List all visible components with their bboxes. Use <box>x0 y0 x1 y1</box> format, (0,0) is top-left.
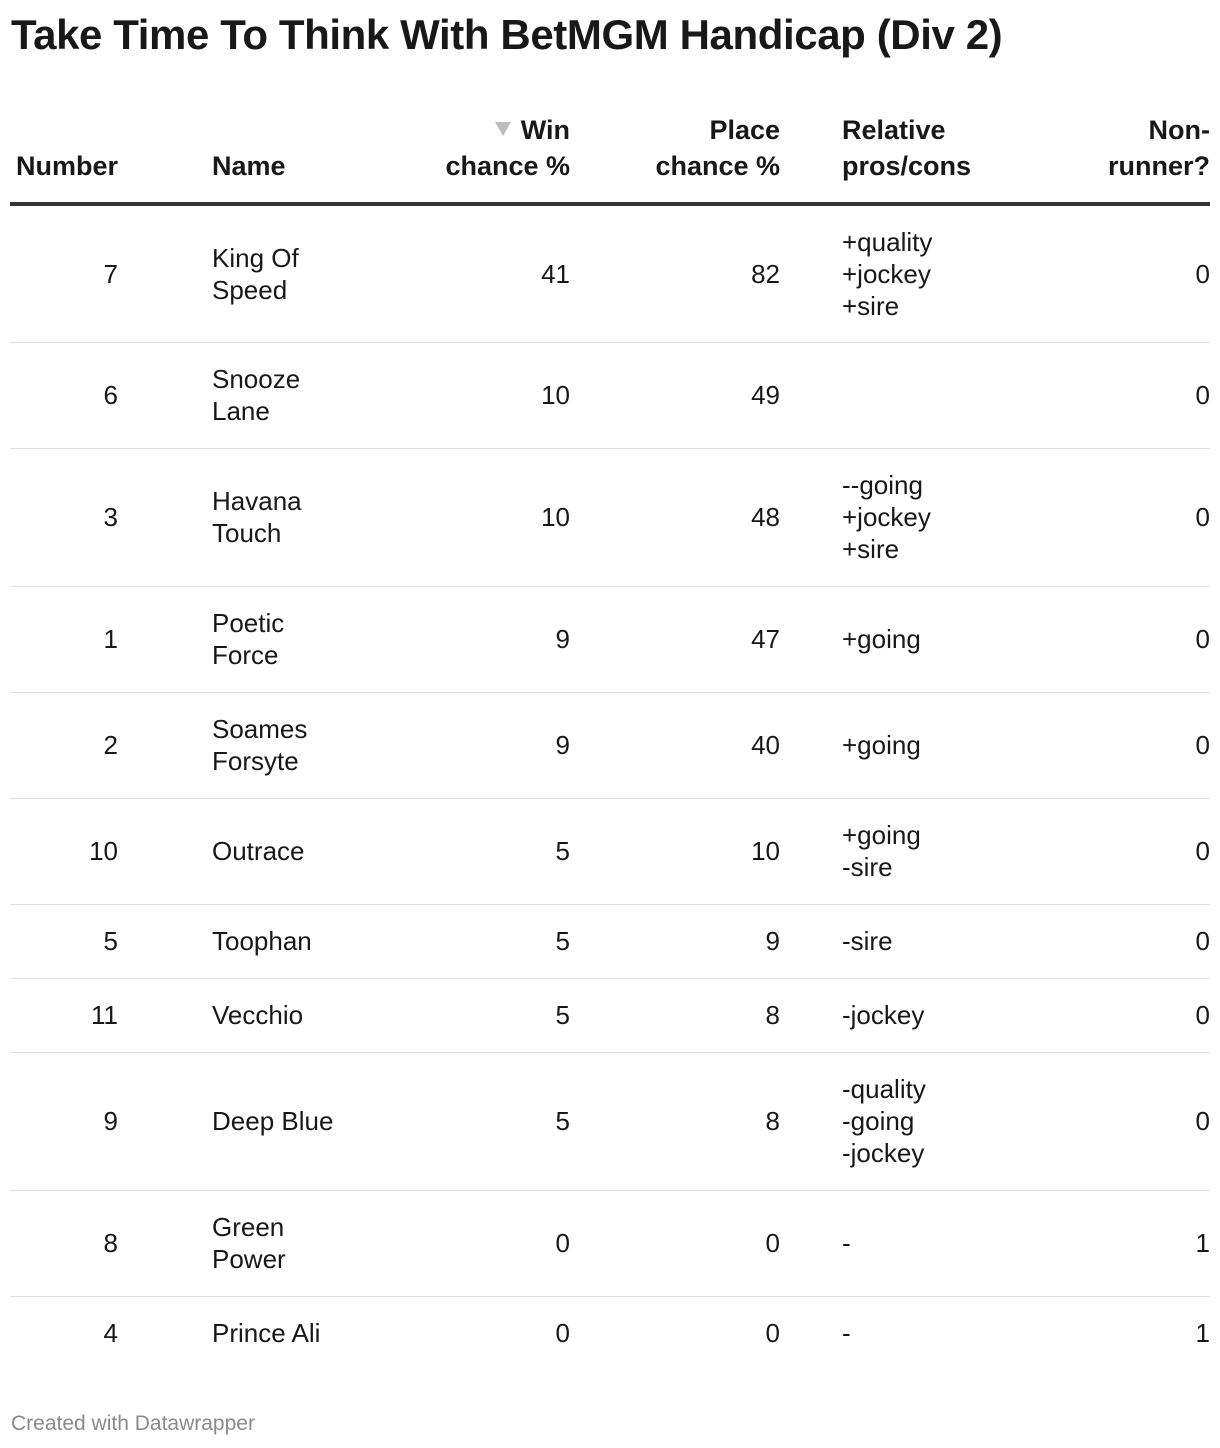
cell-relative <box>780 342 1010 448</box>
cell-number: 7 <box>10 204 180 342</box>
cell-non-runner: 0 <box>1010 978 1210 1052</box>
cell-name: Toophan <box>180 904 380 978</box>
cell-number: 9 <box>10 1052 180 1190</box>
cell-relative: +going <box>780 586 1010 692</box>
cell-name: Outrace <box>180 798 380 904</box>
column-header-non-runner[interactable]: Non- runner? <box>1010 112 1210 204</box>
cell-number: 3 <box>10 448 180 586</box>
cell-name: Soames Forsyte <box>180 692 380 798</box>
cell-name: Vecchio <box>180 978 380 1052</box>
column-header-win-chance-label: Win chance % <box>445 115 570 181</box>
cell-non-runner: 0 <box>1010 204 1210 342</box>
cell-win-chance: 5 <box>380 904 570 978</box>
cell-name: Havana Touch <box>180 448 380 586</box>
cell-win-chance: 0 <box>380 1190 570 1296</box>
cell-place-chance: 40 <box>570 692 780 798</box>
cell-place-chance: 0 <box>765 1318 780 1349</box>
cell-non-runner: 0 <box>1010 904 1210 978</box>
table-row <box>10 586 1210 692</box>
cell-relative: +quality +jockey +sire <box>780 204 1010 342</box>
cell-name: Snooze Lane <box>180 342 380 448</box>
cell-win-chance: 5 <box>380 978 570 1052</box>
table-row <box>10 1052 1210 1190</box>
cell-non-runner: 0 <box>1010 342 1210 448</box>
table-row <box>10 204 1210 342</box>
cell-win-chance: 9 <box>380 586 570 692</box>
table-header <box>10 112 1210 204</box>
cell-relative: +going -sire <box>780 798 1010 904</box>
table-row <box>10 798 1210 904</box>
sort-descending-icon <box>495 122 511 136</box>
cell-place-chance: 10 <box>570 798 780 904</box>
column-header-relative[interactable]: Relative pros/cons <box>780 112 1010 204</box>
cell-name: Poetic Force <box>180 586 380 692</box>
cell-place-chance: 9 <box>570 904 780 978</box>
cell-win-chance: 5 <box>380 1052 570 1190</box>
cell-win-chance: 10 <box>380 342 570 448</box>
cell-number: 6 <box>10 342 180 448</box>
cell-relative: -quality -going -jockey <box>780 1052 1010 1190</box>
cell-place-chance: 82 <box>570 204 780 342</box>
cell-number: 11 <box>10 978 180 1052</box>
table-row <box>10 978 1210 1052</box>
cell-place-chance: 8 <box>570 978 780 1052</box>
cell-place-chance: 49 <box>570 342 780 448</box>
cell-win-chance: 41 <box>380 204 570 342</box>
runners-table <box>10 112 1210 1370</box>
cell-win-chance: 5 <box>380 798 570 904</box>
cell-place-chance: 0 <box>570 1190 780 1296</box>
cell-name: Prince Ali <box>212 1318 321 1349</box>
cell-relative: - <box>780 1190 1010 1296</box>
table-row <box>10 904 1210 978</box>
chart-title: Take Time To Think With BetMGM Handicap (Div 2) <box>11 11 1003 58</box>
cell-non-runner: 0 <box>1010 448 1210 586</box>
column-header-win-chance[interactable] <box>380 112 570 204</box>
cell-win-chance: 0 <box>555 1318 570 1349</box>
cell-number: 5 <box>10 904 180 978</box>
cell-number: 2 <box>10 692 180 798</box>
cell-number: 1 <box>10 586 180 692</box>
cell-win-chance: 9 <box>380 692 570 798</box>
table-row <box>10 448 1210 586</box>
cell-number: 10 <box>10 798 180 904</box>
cell-relative: +going <box>780 692 1010 798</box>
datawrapper-credit[interactable]: Created with Datawrapper <box>11 1412 255 1435</box>
column-header-place-chance[interactable]: Place chance % <box>570 112 780 204</box>
cell-number: 4 <box>103 1318 118 1349</box>
cell-non-runner: 0 <box>1010 1052 1210 1190</box>
cell-place-chance: 48 <box>570 448 780 586</box>
cell-name: King Of Speed <box>180 204 380 342</box>
cell-non-runner: 0 <box>1010 798 1210 904</box>
table-row <box>10 342 1210 448</box>
column-header-number[interactable]: Number <box>10 112 180 204</box>
cell-relative: - <box>842 1318 851 1349</box>
table-row <box>10 1190 1210 1296</box>
table-row <box>10 1296 1210 1370</box>
cell-place-chance: 8 <box>570 1052 780 1190</box>
table-row <box>10 692 1210 798</box>
cell-relative: --going +jockey +sire <box>780 448 1010 586</box>
cell-non-runner: 1 <box>1195 1318 1210 1349</box>
header-row <box>10 112 1210 204</box>
cell-win-chance: 10 <box>380 448 570 586</box>
table-body <box>10 204 1210 1370</box>
cell-non-runner: 1 <box>1010 1190 1210 1296</box>
cell-relative: -sire <box>780 904 1010 978</box>
cell-name: Deep Blue <box>180 1052 380 1190</box>
cell-name: Green Power <box>180 1190 380 1296</box>
cell-number: 8 <box>10 1190 180 1296</box>
cell-non-runner: 0 <box>1010 586 1210 692</box>
cell-relative: -jockey <box>780 978 1010 1052</box>
column-header-name[interactable]: Name <box>180 112 380 204</box>
cell-non-runner: 0 <box>1010 692 1210 798</box>
cell-place-chance: 47 <box>570 586 780 692</box>
